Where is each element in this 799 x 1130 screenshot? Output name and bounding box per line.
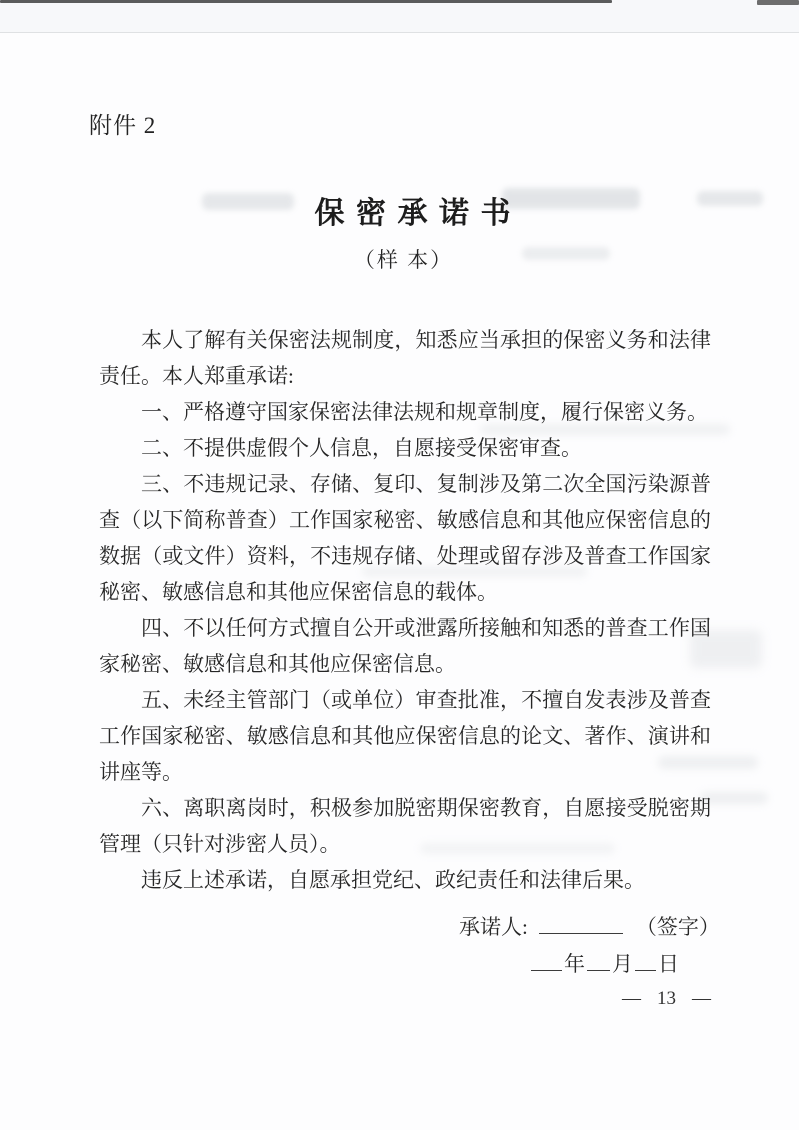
signer-signature-blank xyxy=(539,914,623,934)
signature-note: （签字） xyxy=(635,915,720,939)
page-number xyxy=(614,988,719,1010)
day-label: 日 xyxy=(658,952,679,976)
scan-edge-mark xyxy=(757,0,799,5)
month-blank xyxy=(587,951,610,971)
attachment-label: 附件 2 xyxy=(89,113,157,138)
clause-4: 四、不以任何方式擅自公开或泄露所接触和知悉的普查工作国家秘密、敏感信息和其他应保密信息。 xyxy=(99,616,711,676)
month-label: 月 xyxy=(612,952,633,976)
year-blank xyxy=(531,951,562,971)
clause-5: 五、未经主管部门（或单位）审查批准，不擅自发表涉及普查工作国家秘密、敏感信息和其他应保密信息的论文、著作、演讲和讲座等。 xyxy=(99,688,711,784)
signer-label: 承诺人: xyxy=(459,915,528,939)
date-line xyxy=(531,948,679,978)
year-label: 年 xyxy=(564,952,585,976)
clause-6: 六、离职离岗时，积极参加脱密期保密教育，自愿接受脱密期管理（只针对涉密人员）。 xyxy=(99,796,711,856)
footer-dash-right: — xyxy=(692,988,711,1009)
document-body xyxy=(99,322,711,898)
footer-page-number: 13 xyxy=(657,988,676,1009)
footer-dash-left: — xyxy=(622,988,641,1009)
violation-statement: 违反上述承诺，自愿承担党纪、政纪责任和法律后果。 xyxy=(141,868,645,892)
intro-paragraph: 本人了解有关保密法规制度，知悉应当承担的保密义务和法律责任。本人郑重承诺: xyxy=(99,328,711,388)
clause-2: 二、不提供虚假个人信息，自愿接受保密审查。 xyxy=(141,436,582,460)
scan-hairline xyxy=(0,32,799,33)
day-blank xyxy=(635,951,656,971)
clause-3: 三、不违规记录、存储、复印、复制涉及第二次全国污染源普查（以下简称普查）工作国家秘密、敏感信息和其他应保密信息的数据（或文件）资料，不违规存储、处理或留存涉及普查工作国家秘密、敏感信息和其他应保密信息的载体。 xyxy=(99,472,711,604)
scan-top-strip xyxy=(0,0,799,32)
document-title: 保 密 承 诺 书 xyxy=(314,197,513,230)
clause-1: 一、严格遵守国家保密法律法规和规章制度，履行保密义务。 xyxy=(141,400,708,424)
document-subtitle: （样 本） xyxy=(353,248,454,272)
scan-edge-line xyxy=(0,0,612,3)
signature-line xyxy=(459,911,720,941)
